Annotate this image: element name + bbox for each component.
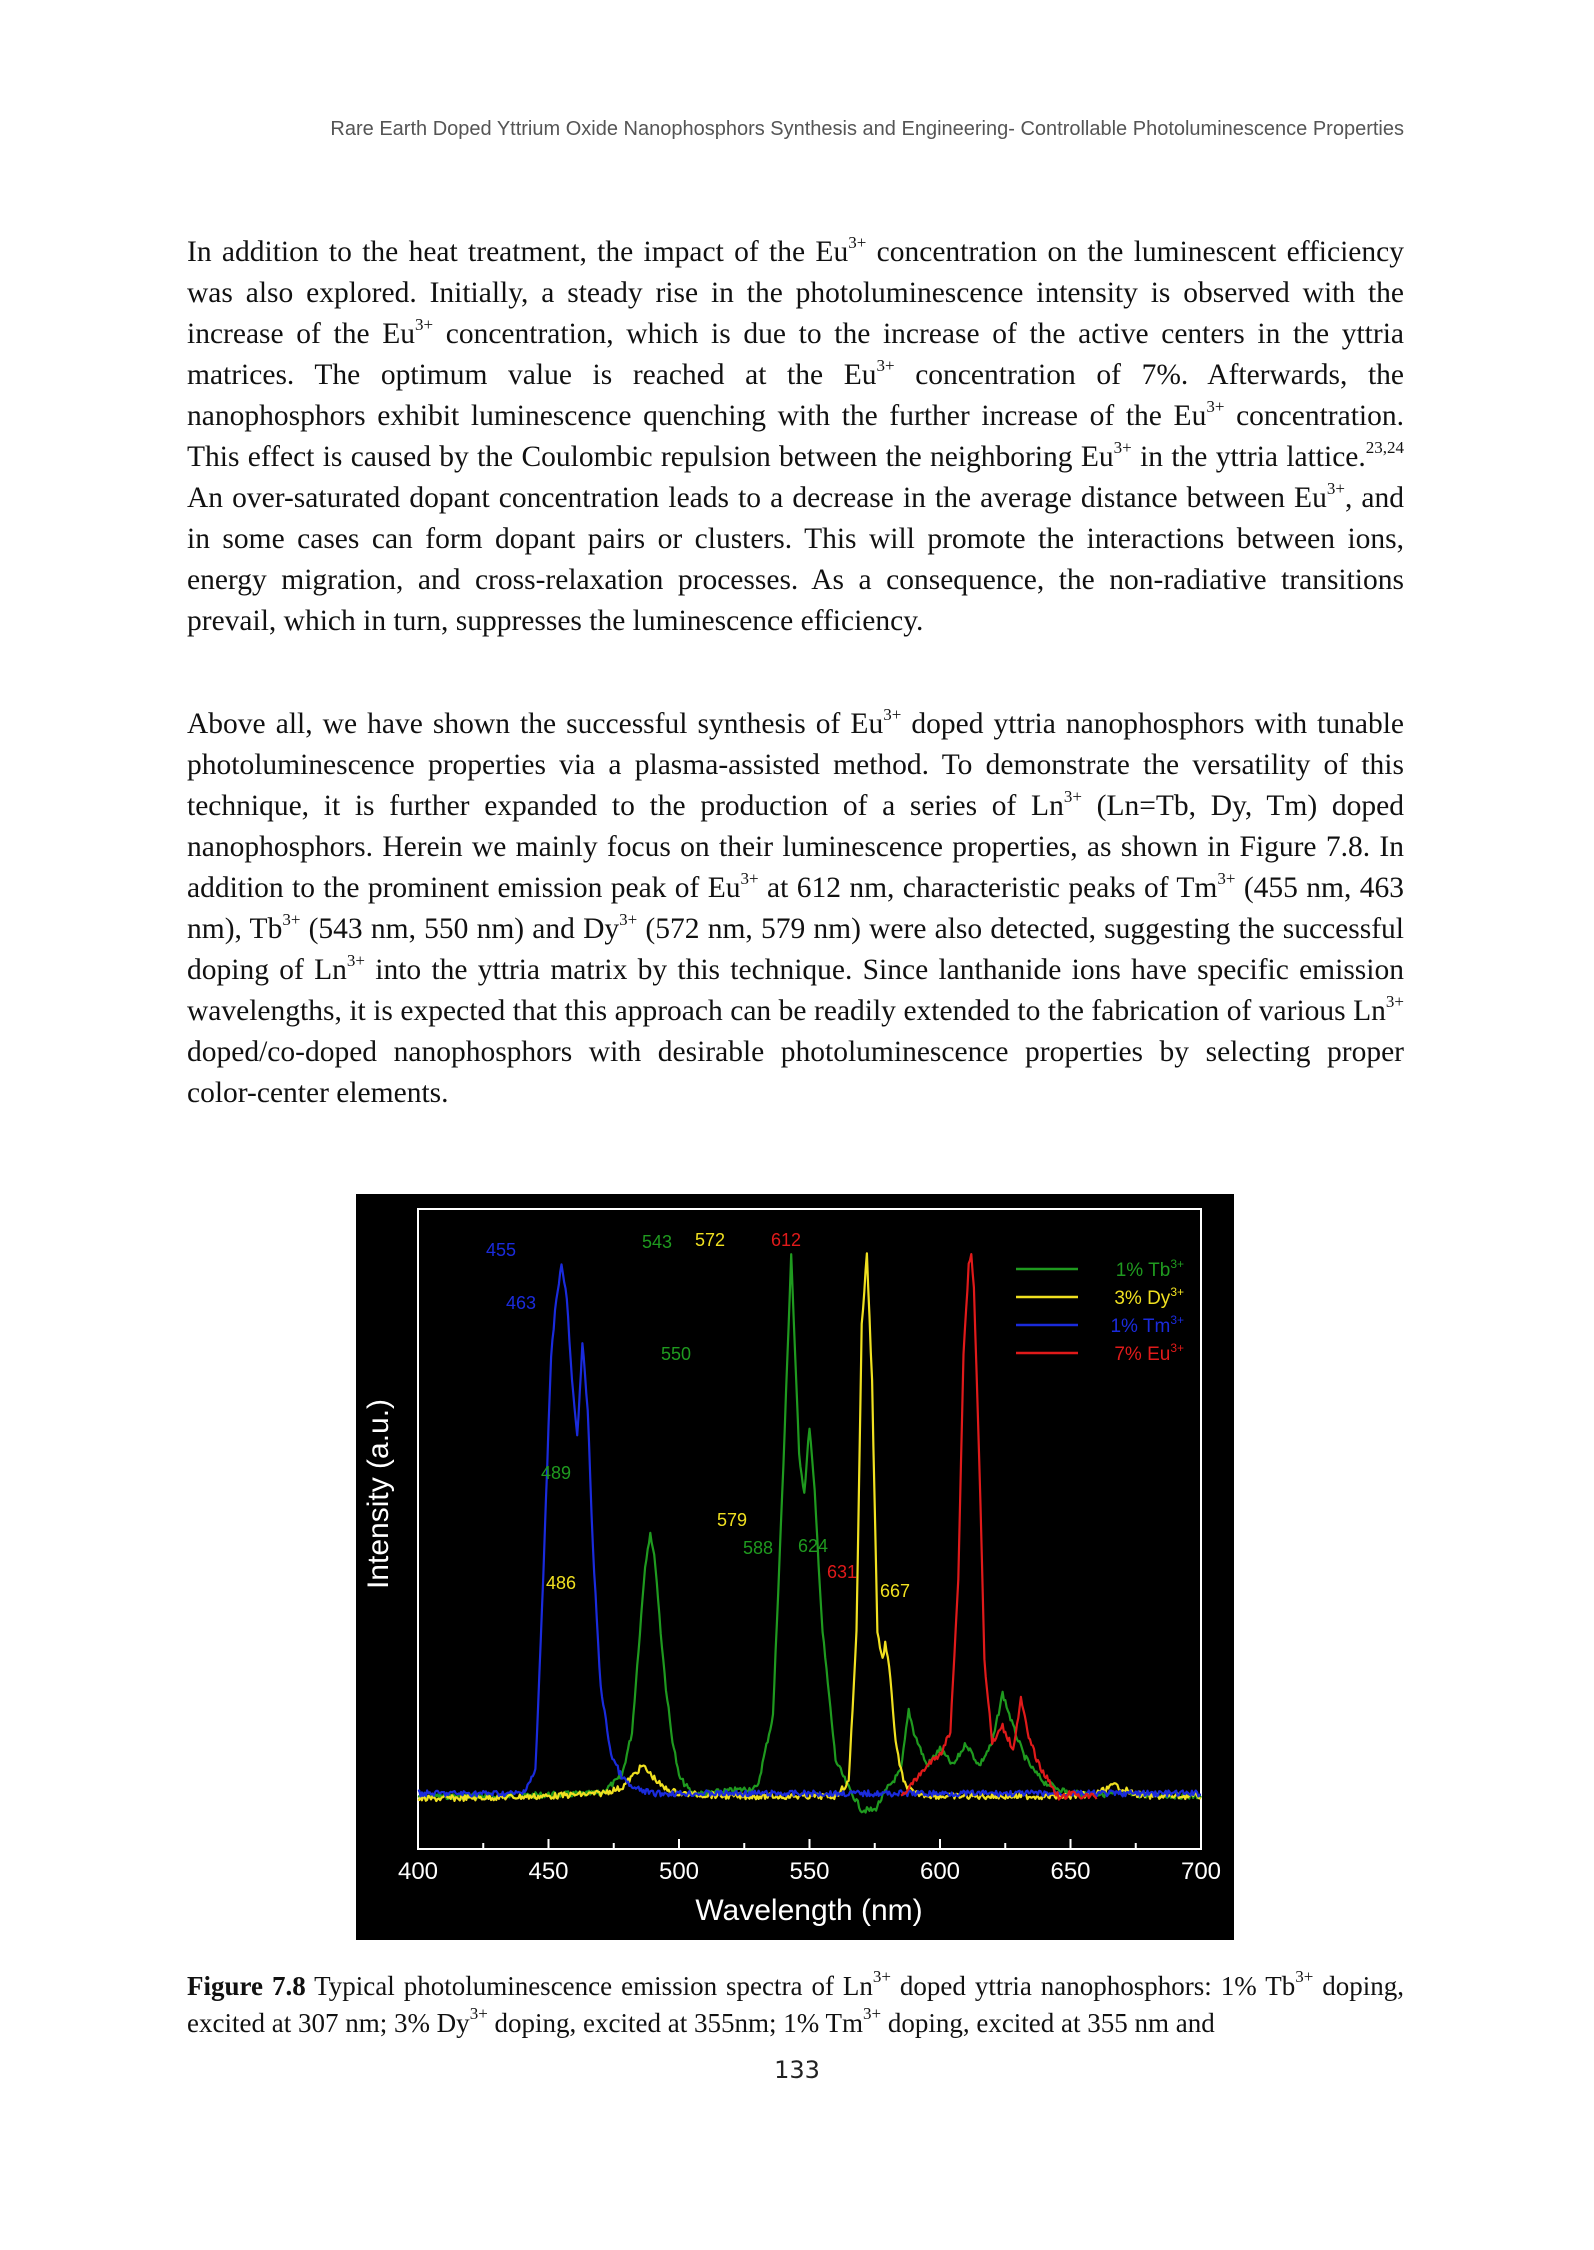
text-run: doping, excited at 307 nm; 3% Dy [187, 1971, 1405, 2038]
peak-label: 455 [485, 1240, 517, 1260]
legend-superscript: 3+ [1170, 1313, 1184, 1327]
peak-label: 579 [716, 1510, 748, 1530]
superscript: 3+ [619, 910, 638, 929]
peak-label: 631 [826, 1562, 858, 1582]
peak-label: 667 [879, 1581, 911, 1601]
superscript: 3+ [1113, 438, 1132, 457]
superscript: 3+ [1385, 992, 1404, 1011]
text-run: at 612 nm, characteristic peaks of Tm [758, 872, 1218, 904]
pl-spectra-chart [356, 1194, 1234, 1940]
text-run: In addition to the heat treatment, the impact of the Eu [187, 236, 849, 268]
peak-label: 486 [545, 1573, 577, 1593]
text-run: in the yttria lattice. [1131, 441, 1366, 473]
x-tick-label: 700 [1180, 1858, 1222, 1885]
x-tick-label: 600 [919, 1858, 961, 1885]
superscript: 3+ [1326, 479, 1345, 498]
peak-label: 612 [770, 1230, 802, 1250]
superscript: 3+ [848, 233, 867, 252]
text-run: concentration. This effect is caused by the Coulombic repulsion between the neighboring Eu [187, 400, 1404, 473]
peak-label: 624 [797, 1536, 829, 1556]
text-run: concentration, which is due to the increase of the active centers in the yttria matrices. The optimum value is reached at the Eu [187, 318, 1404, 391]
legend-superscript: 3+ [1170, 1285, 1184, 1299]
superscript: 3+ [414, 315, 434, 334]
legend-label: 1% Tb [1115, 1260, 1171, 1281]
x-tick-label: 400 [397, 1858, 439, 1885]
text-run: doped yttria nanophosphors: 1% Tb [890, 1971, 1296, 2001]
legend-superscript: 3+ [1170, 1257, 1184, 1271]
text-run: doping, excited at 355nm; 1% Tm [487, 2008, 863, 2038]
text-run: (543 nm, 550 nm) and Dy [300, 913, 620, 945]
peak-label: 572 [694, 1230, 726, 1250]
text-run: doped yttria nanophosphors with tunable photoluminescence properties via a plasma-assisted method. To demonstrate the versatility of this technique, it is further expanded to the production of a series of Ln [187, 708, 1404, 822]
peak-label: 550 [660, 1344, 692, 1364]
superscript: 3+ [1217, 869, 1236, 888]
x-tick-label: 450 [528, 1858, 569, 1885]
body-paragraph-2 [187, 704, 1404, 1114]
superscript: 3+ [872, 1967, 891, 1986]
superscript: 3+ [1206, 397, 1225, 416]
caption-label: Figure 7.8 [187, 1971, 306, 2001]
text-run: , and in some cases can form dopant pairs or clusters. This will promote the interactions between ions, energy migration, and cross-relaxation processes. As a consequence, the non-radiative transitions prevail, which in turn, suppresses the luminescence efficiency. [187, 482, 1405, 637]
running-header: Rare Earth Doped Yttrium Oxide Nanophosphors Synthesis and Engineering- Controllable Photoluminescence Properties [330, 118, 1404, 140]
peak-label: 463 [505, 1293, 537, 1313]
legend-label: 1% Tm [1110, 1316, 1171, 1337]
text-run: concentration of 7%. Afterwards, the nanophosphors exhibit luminescence quenching with the further increase of the Eu [187, 359, 1404, 432]
figure-7-8 [356, 1194, 1234, 1940]
superscript: 3+ [282, 910, 301, 929]
body-paragraph-1 [187, 232, 1404, 642]
figure-caption [187, 1968, 1404, 2042]
superscript: 3+ [1295, 1967, 1314, 1986]
text-run: (Ln=Tb, Dy, Tm) doped nanophosphors. Herein we mainly focus on their luminescence properties, as shown in Figure 7.8. In addition to the prominent emission peak of Eu [187, 790, 1404, 904]
peak-label: 588 [742, 1538, 774, 1558]
text-run: doping, excited at 355 nm and [881, 2008, 1215, 2038]
text-run: An over-saturated dopant concentration leads to a decrease in the average distance between Eu [187, 482, 1327, 514]
superscript: 3+ [883, 705, 902, 724]
text-run: Typical photoluminescence emission spectra of Ln [305, 1971, 873, 2001]
superscript: 3+ [740, 869, 759, 888]
superscript: 3+ [876, 356, 895, 375]
x-tick-label: 550 [789, 1858, 830, 1885]
superscript: 3+ [1063, 787, 1082, 806]
peak-label: 489 [540, 1463, 572, 1483]
y-axis-label: Intensity (a.u.) [362, 1398, 395, 1590]
text-run: into the yttria matrix by this technique. Since lanthanide ions have specific emission wavelengths, it is expected that this approach can be readily extended to the fabrication of various Ln [187, 954, 1404, 1027]
text-run: Above all, we have shown the successful synthesis of Eu [187, 708, 884, 740]
text-run: doped/co-doped nanophosphors with desirable photoluminescence properties by selecting proper color-center elements. [187, 1036, 1404, 1109]
legend-superscript: 3+ [1170, 1341, 1184, 1355]
legend-label: 7% Eu [1114, 1344, 1171, 1365]
chart-background [356, 1194, 1234, 1940]
text-run: (572 nm, 579 nm) were also detected, suggesting the successful doping of Ln [187, 913, 1405, 986]
text-run: (455 nm, 463 nm), Tb [187, 872, 1404, 945]
superscript: 3+ [469, 2004, 488, 2023]
citation-superscript: 23,24 [1365, 438, 1405, 457]
superscript: 3+ [862, 2004, 882, 2023]
x-tick-label: 500 [658, 1858, 700, 1885]
x-axis-label: Wavelength (nm) [695, 1894, 923, 1927]
page-number: 133 [774, 2056, 820, 2084]
peak-label: 543 [641, 1232, 673, 1252]
x-tick-label: 650 [1050, 1858, 1091, 1885]
text-run: concentration on the luminescent efficiency was also explored. Initially, a steady rise in the photoluminescence intensity is observed with the increase of the Eu [187, 236, 1404, 350]
superscript: 3+ [346, 951, 365, 970]
legend-label: 3% Dy [1114, 1288, 1171, 1309]
